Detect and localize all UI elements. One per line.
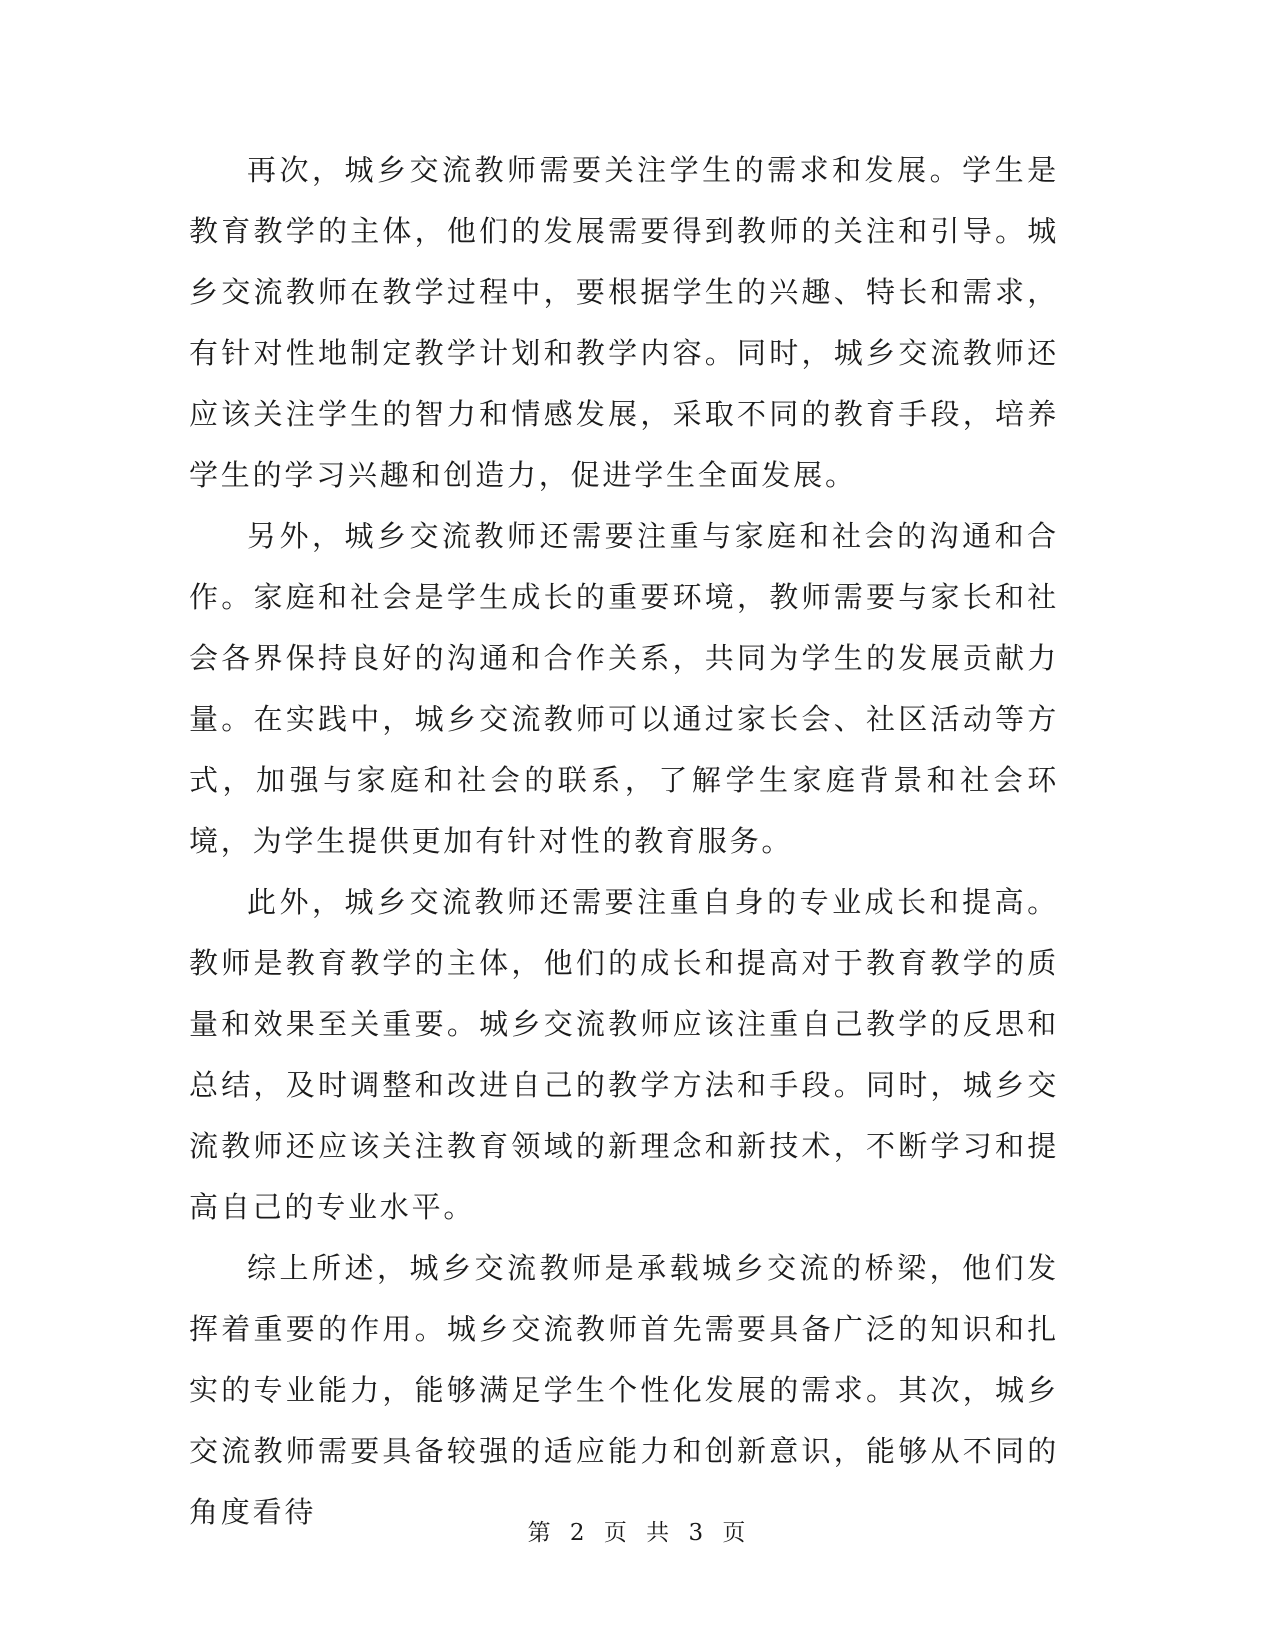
body-text bbox=[189, 140, 1059, 1543]
paragraph-4: 综上所述，城乡交流教师是承载城乡交流的桥梁，他们发挥着重要的作用。城乡交流教师首先需要具备广泛的知识和扎实的专业能力，能够满足学生个性化发展的需求。其次，城乡交流教师需要具备较强的适应能力和创新意识，能够从不同的角度看待 bbox=[189, 1251, 1059, 1529]
paragraph-1: 再次，城乡交流教师需要关注学生的需求和发展。学生是教育教学的主体，他们的发展需要得到教师的关注和引导。城乡交流教师在教学过程中，要根据学生的兴趣、特长和需求，有针对性地制定教学计划和教学内容。同时，城乡交流教师还应该关注学生的智力和情感发展，采取不同的教育手段，培养学生的学习兴趣和创造力，促进学生全面发展。 bbox=[189, 153, 1059, 492]
paragraph-2: 另外，城乡交流教师还需要注重与家庭和社会的沟通和合作。家庭和社会是学生成长的重要环境，教师需要与家长和社会各界保持良好的沟通和合作关系，共同为学生的发展贡献力量。在实践中，城乡交流教师可以通过家长会、社区活动等方式，加强与家庭和社会的联系，了解学生家庭背景和社会环境，为学生提供更加有针对性的教育服务。 bbox=[189, 519, 1059, 858]
page-number-footer: 第 2 页 共 3 页 bbox=[527, 1520, 748, 1546]
paragraph-3: 此外，城乡交流教师还需要注重自身的专业成长和提高。教师是教育教学的主体，他们的成长和提高对于教育教学的质量和效果至关重要。城乡交流教师应该注重自己教学的反思和总结，及时调整和改进自己的教学方法和手段。同时，城乡交流教师还应该关注教育领域的新理念和新技术，不断学习和提高自己的专业水平。 bbox=[189, 885, 1059, 1224]
